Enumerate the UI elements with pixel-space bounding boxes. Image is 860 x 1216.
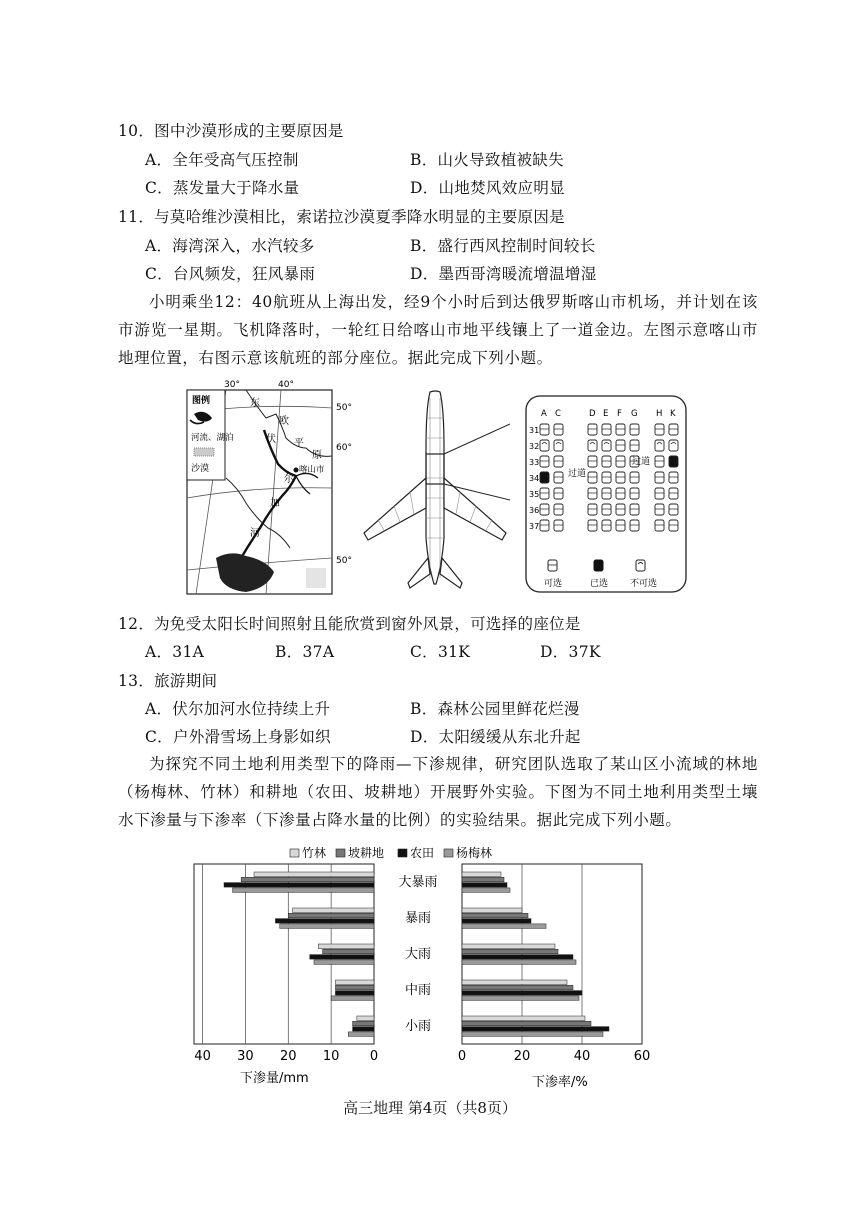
- seat[interactable]: [655, 472, 664, 483]
- legend-available: 可选: [544, 579, 563, 589]
- seat[interactable]: [540, 424, 549, 435]
- seat[interactable]: [655, 520, 664, 531]
- seat[interactable]: [630, 472, 639, 483]
- seat[interactable]: [630, 440, 639, 451]
- seat[interactable]: [540, 456, 549, 467]
- seat-col-label: H: [656, 409, 663, 419]
- bar-infiltration: [335, 985, 374, 990]
- q12-option-a: A．31A: [145, 643, 205, 661]
- bar-rate: [462, 908, 522, 913]
- bar-rate: [462, 883, 507, 888]
- q10-option-b: B．山火导致植被缺失: [410, 151, 564, 169]
- legend-swatch: [398, 849, 407, 857]
- lon-30-label: 30°: [224, 380, 240, 390]
- q12-stem: 12．为免受太阳长时间照射且能欣赏到窗外风景，可选择的座位是: [118, 615, 581, 633]
- q13-option-b: B．森林公园里鲜花烂漫: [410, 700, 580, 718]
- bar-rate: [462, 924, 546, 929]
- map-label-r3: 加: [270, 498, 280, 509]
- seat[interactable]: [616, 440, 625, 451]
- seat-col-label: D: [589, 409, 596, 419]
- seat[interactable]: [554, 472, 563, 483]
- legend-swatch: [336, 849, 345, 857]
- seat[interactable]: [616, 456, 625, 467]
- right-axis-label: 下渗率/%: [532, 1075, 588, 1090]
- bar-rate: [462, 985, 573, 990]
- bar-rate: [462, 888, 510, 893]
- bar-rate: [462, 960, 576, 965]
- map-label-c3: 平: [294, 438, 304, 449]
- bar-infiltration: [323, 949, 374, 954]
- passage-kazan: 小明乘坐12：40航班从上海出发，经9个小时后到达俄罗斯喀山市机场，并计划在该市游览一星期。飞机降落时，一轮红日给喀山市地平线镶上了一道金边。左图示意喀山市地理位置，右图示意该航班的部分座位。据此完成下列小题。: [118, 293, 758, 367]
- q13-stem: 13．旅游期间: [118, 672, 218, 690]
- seat[interactable]: [540, 520, 549, 531]
- bar-rate: [462, 991, 582, 996]
- seat[interactable]: [602, 440, 611, 451]
- page-footer: 高三地理 第4页（共8页）: [343, 1099, 517, 1117]
- bar-infiltration: [288, 913, 374, 918]
- seat[interactable]: [554, 520, 563, 531]
- right-tick: 60: [633, 1049, 651, 1064]
- q13-option-d: D．太阳缓缓从东北升起: [410, 728, 581, 746]
- q11-option-b: B．盛行西风控制时间较长: [410, 237, 596, 255]
- seat-col-label: G: [631, 409, 638, 419]
- seat-col-label: A: [541, 409, 547, 419]
- q10-option-c: C．蒸发量大于降水量: [145, 179, 300, 197]
- legend-entry: 农田: [410, 846, 435, 860]
- bar-infiltration: [335, 980, 374, 985]
- seat[interactable]: [669, 488, 678, 499]
- bar-rate: [462, 1016, 585, 1021]
- seat[interactable]: [554, 424, 563, 435]
- legend-entry: 坡耕地: [348, 846, 385, 860]
- legend-desert-label: 沙漠: [191, 464, 210, 474]
- map-label-r2: 尔: [284, 474, 294, 485]
- seat[interactable]: [588, 472, 597, 483]
- bar-infiltration: [331, 996, 374, 1001]
- map-label-c2: 欧: [279, 416, 289, 427]
- kazan-city-dot: [294, 468, 299, 473]
- map-label-c4: 原: [312, 450, 322, 461]
- bar-infiltration: [275, 919, 374, 924]
- seat[interactable]: [602, 504, 611, 515]
- seat[interactable]: [540, 472, 549, 483]
- q12-option-d: D．37K: [540, 643, 601, 661]
- kazan-city-label: 喀山市: [299, 465, 325, 475]
- bar-rate: [462, 1021, 591, 1026]
- right-tick: 0: [457, 1049, 467, 1064]
- bar-infiltration: [314, 960, 374, 965]
- bar-rate: [462, 949, 558, 954]
- category-label: 小雨: [404, 1019, 432, 1034]
- bar-infiltration: [353, 1021, 374, 1026]
- seat[interactable]: [602, 520, 611, 531]
- seat[interactable]: [669, 520, 678, 531]
- seat[interactable]: [655, 424, 664, 435]
- q10-option-d: D．山地焚风效应明显: [410, 179, 565, 197]
- seat-row-label: 33: [529, 458, 540, 467]
- seat[interactable]: [630, 424, 639, 435]
- bar-infiltration: [233, 888, 374, 893]
- bar-infiltration: [335, 991, 374, 996]
- left-tick: 10: [322, 1049, 340, 1064]
- seat[interactable]: [540, 440, 549, 451]
- seat[interactable]: [602, 488, 611, 499]
- seat-row-label: 34: [529, 474, 540, 483]
- category-label: 暴雨: [404, 911, 432, 926]
- bar-rate: [462, 980, 567, 985]
- seat[interactable]: [669, 440, 678, 451]
- lon-40-label: 40°: [278, 380, 294, 390]
- seat-col-label: F: [617, 409, 622, 419]
- legend-title: 图例: [192, 396, 211, 406]
- q13-option-a: A．伏尔加河水位持续上升: [145, 700, 331, 718]
- lat-60-label: 60°: [336, 443, 352, 453]
- seat-col-label: E: [603, 409, 609, 419]
- q10-option-a: A．全年受高气压控制: [145, 151, 299, 169]
- left-tick: 20: [280, 1049, 297, 1064]
- seat[interactable]: [588, 440, 597, 451]
- seat[interactable]: [630, 488, 639, 499]
- bar-infiltration: [357, 1016, 374, 1021]
- q10-stem: 10．图中沙漠形成的主要原因是: [118, 122, 344, 140]
- seat[interactable]: [616, 424, 625, 435]
- bar-rate: [462, 919, 531, 924]
- seat[interactable]: [655, 440, 664, 451]
- seat-row-label: 32: [529, 442, 540, 451]
- bar-infiltration: [280, 924, 374, 929]
- seat[interactable]: [630, 520, 639, 531]
- lat-50b-label: 50°: [336, 556, 352, 566]
- seat[interactable]: [540, 488, 549, 499]
- map-label-r1: 伏: [266, 434, 276, 445]
- seat-row-label: 31: [529, 426, 540, 435]
- desert-area: [306, 568, 326, 588]
- seat[interactable]: [669, 424, 678, 435]
- seat[interactable]: [616, 504, 625, 515]
- seat[interactable]: [669, 472, 678, 483]
- q11-option-d: D．墨西哥湾暖流增温增湿: [410, 265, 597, 283]
- left-tick: 30: [237, 1049, 254, 1064]
- right-tick: 40: [573, 1049, 591, 1064]
- seat[interactable]: [554, 488, 563, 499]
- seat-row-label: 36: [529, 506, 540, 515]
- seat[interactable]: [616, 488, 625, 499]
- legend-entry: 杨梅林: [456, 846, 493, 860]
- bar-infiltration: [254, 872, 374, 877]
- category-label: 大暴雨: [398, 875, 438, 890]
- map-label-c1: 东: [250, 398, 260, 409]
- bar-rate: [462, 944, 555, 949]
- bar-rate: [462, 877, 504, 882]
- left-tick: 0: [369, 1049, 379, 1064]
- aisle-label-left: 过道: [568, 469, 587, 479]
- q12-option-b: B．37A: [275, 643, 335, 661]
- left-axis-label: 下渗量/mm: [240, 1071, 309, 1086]
- bar-infiltration: [310, 955, 374, 960]
- seat[interactable]: [616, 472, 625, 483]
- seat[interactable]: [588, 456, 597, 467]
- seat[interactable]: [588, 488, 597, 499]
- bar-rate: [462, 1027, 609, 1032]
- bar-rate: [462, 1032, 603, 1037]
- seat[interactable]: [602, 424, 611, 435]
- seat[interactable]: [540, 504, 549, 515]
- legend-river-label: 河流、湖泊: [191, 433, 234, 443]
- seat[interactable]: [655, 456, 664, 467]
- seat[interactable]: [630, 504, 639, 515]
- seat[interactable]: [655, 488, 664, 499]
- bar-infiltration: [224, 883, 374, 888]
- q11-option-c: C．台风频发，狂风暴雨: [145, 265, 316, 283]
- bar-infiltration: [353, 1027, 374, 1032]
- kazan-map: [186, 378, 356, 596]
- bar-rate: [462, 996, 579, 1001]
- map-label-r4: 河: [250, 528, 260, 539]
- seat-col-label: K: [670, 409, 676, 419]
- seat[interactable]: [554, 504, 563, 515]
- seat[interactable]: [588, 504, 597, 515]
- seat[interactable]: [554, 440, 563, 451]
- seat[interactable]: [602, 456, 611, 467]
- q11-option-a: A．海湾深入，水汽较多: [145, 237, 315, 255]
- q11-stem: 11．与莫哈维沙漠相比，索诺拉沙漠夏季降水明显的主要原因是: [118, 208, 565, 226]
- lat-50a-label: 50°: [336, 403, 352, 413]
- legend-swatch: [444, 849, 453, 857]
- passage-infiltration: 为探究不同土地利用类型下的降雨—下渗规律，研究团队选取了某山区小流域的林地（杨梅林、竹林）和耕地（农田、坡耕地）开展野外实验。下图为不同土地利用类型土壤水下渗量与下渗率（下渗量占降水量的比例）的实验结果。据此完成下列小题。: [118, 755, 758, 829]
- seat[interactable]: [588, 520, 597, 531]
- q12-option-c: C．31K: [410, 643, 471, 661]
- seat[interactable]: [655, 504, 664, 515]
- bar-rate: [462, 872, 501, 877]
- seat[interactable]: [669, 504, 678, 515]
- seat[interactable]: [554, 456, 563, 467]
- bar-infiltration: [318, 944, 374, 949]
- bar-infiltration: [241, 877, 374, 882]
- bar-infiltration: [348, 1032, 374, 1037]
- legend-desert-swatch: [194, 448, 214, 456]
- legend-swatch: [290, 849, 299, 857]
- seat-map: [510, 394, 690, 596]
- seat-col-label: C: [555, 409, 561, 419]
- seat[interactable]: [588, 424, 597, 435]
- legend-selected: 已选: [590, 579, 609, 589]
- category-label: 中雨: [404, 983, 432, 998]
- seat[interactable]: [602, 472, 611, 483]
- bar-rate: [462, 913, 528, 918]
- infiltration-chart: [180, 842, 680, 1092]
- seat[interactable]: [669, 456, 678, 467]
- airplane-diagram: [360, 388, 510, 596]
- seat-row-label: 35: [529, 490, 540, 499]
- right-tick: 20: [513, 1049, 531, 1064]
- legend-unavailable: 不可选: [630, 579, 658, 589]
- bar-rate: [462, 955, 573, 960]
- bar-infiltration: [293, 908, 374, 913]
- legend-entry: 竹林: [302, 846, 327, 860]
- seat-row-label: 37: [529, 522, 540, 531]
- category-label: 大雨: [404, 947, 432, 962]
- aisle-label-right: 过道: [632, 457, 651, 467]
- seat[interactable]: [616, 520, 625, 531]
- left-tick: 40: [194, 1049, 211, 1064]
- q13-option-c: C．户外滑雪场上身影如织: [145, 728, 331, 746]
